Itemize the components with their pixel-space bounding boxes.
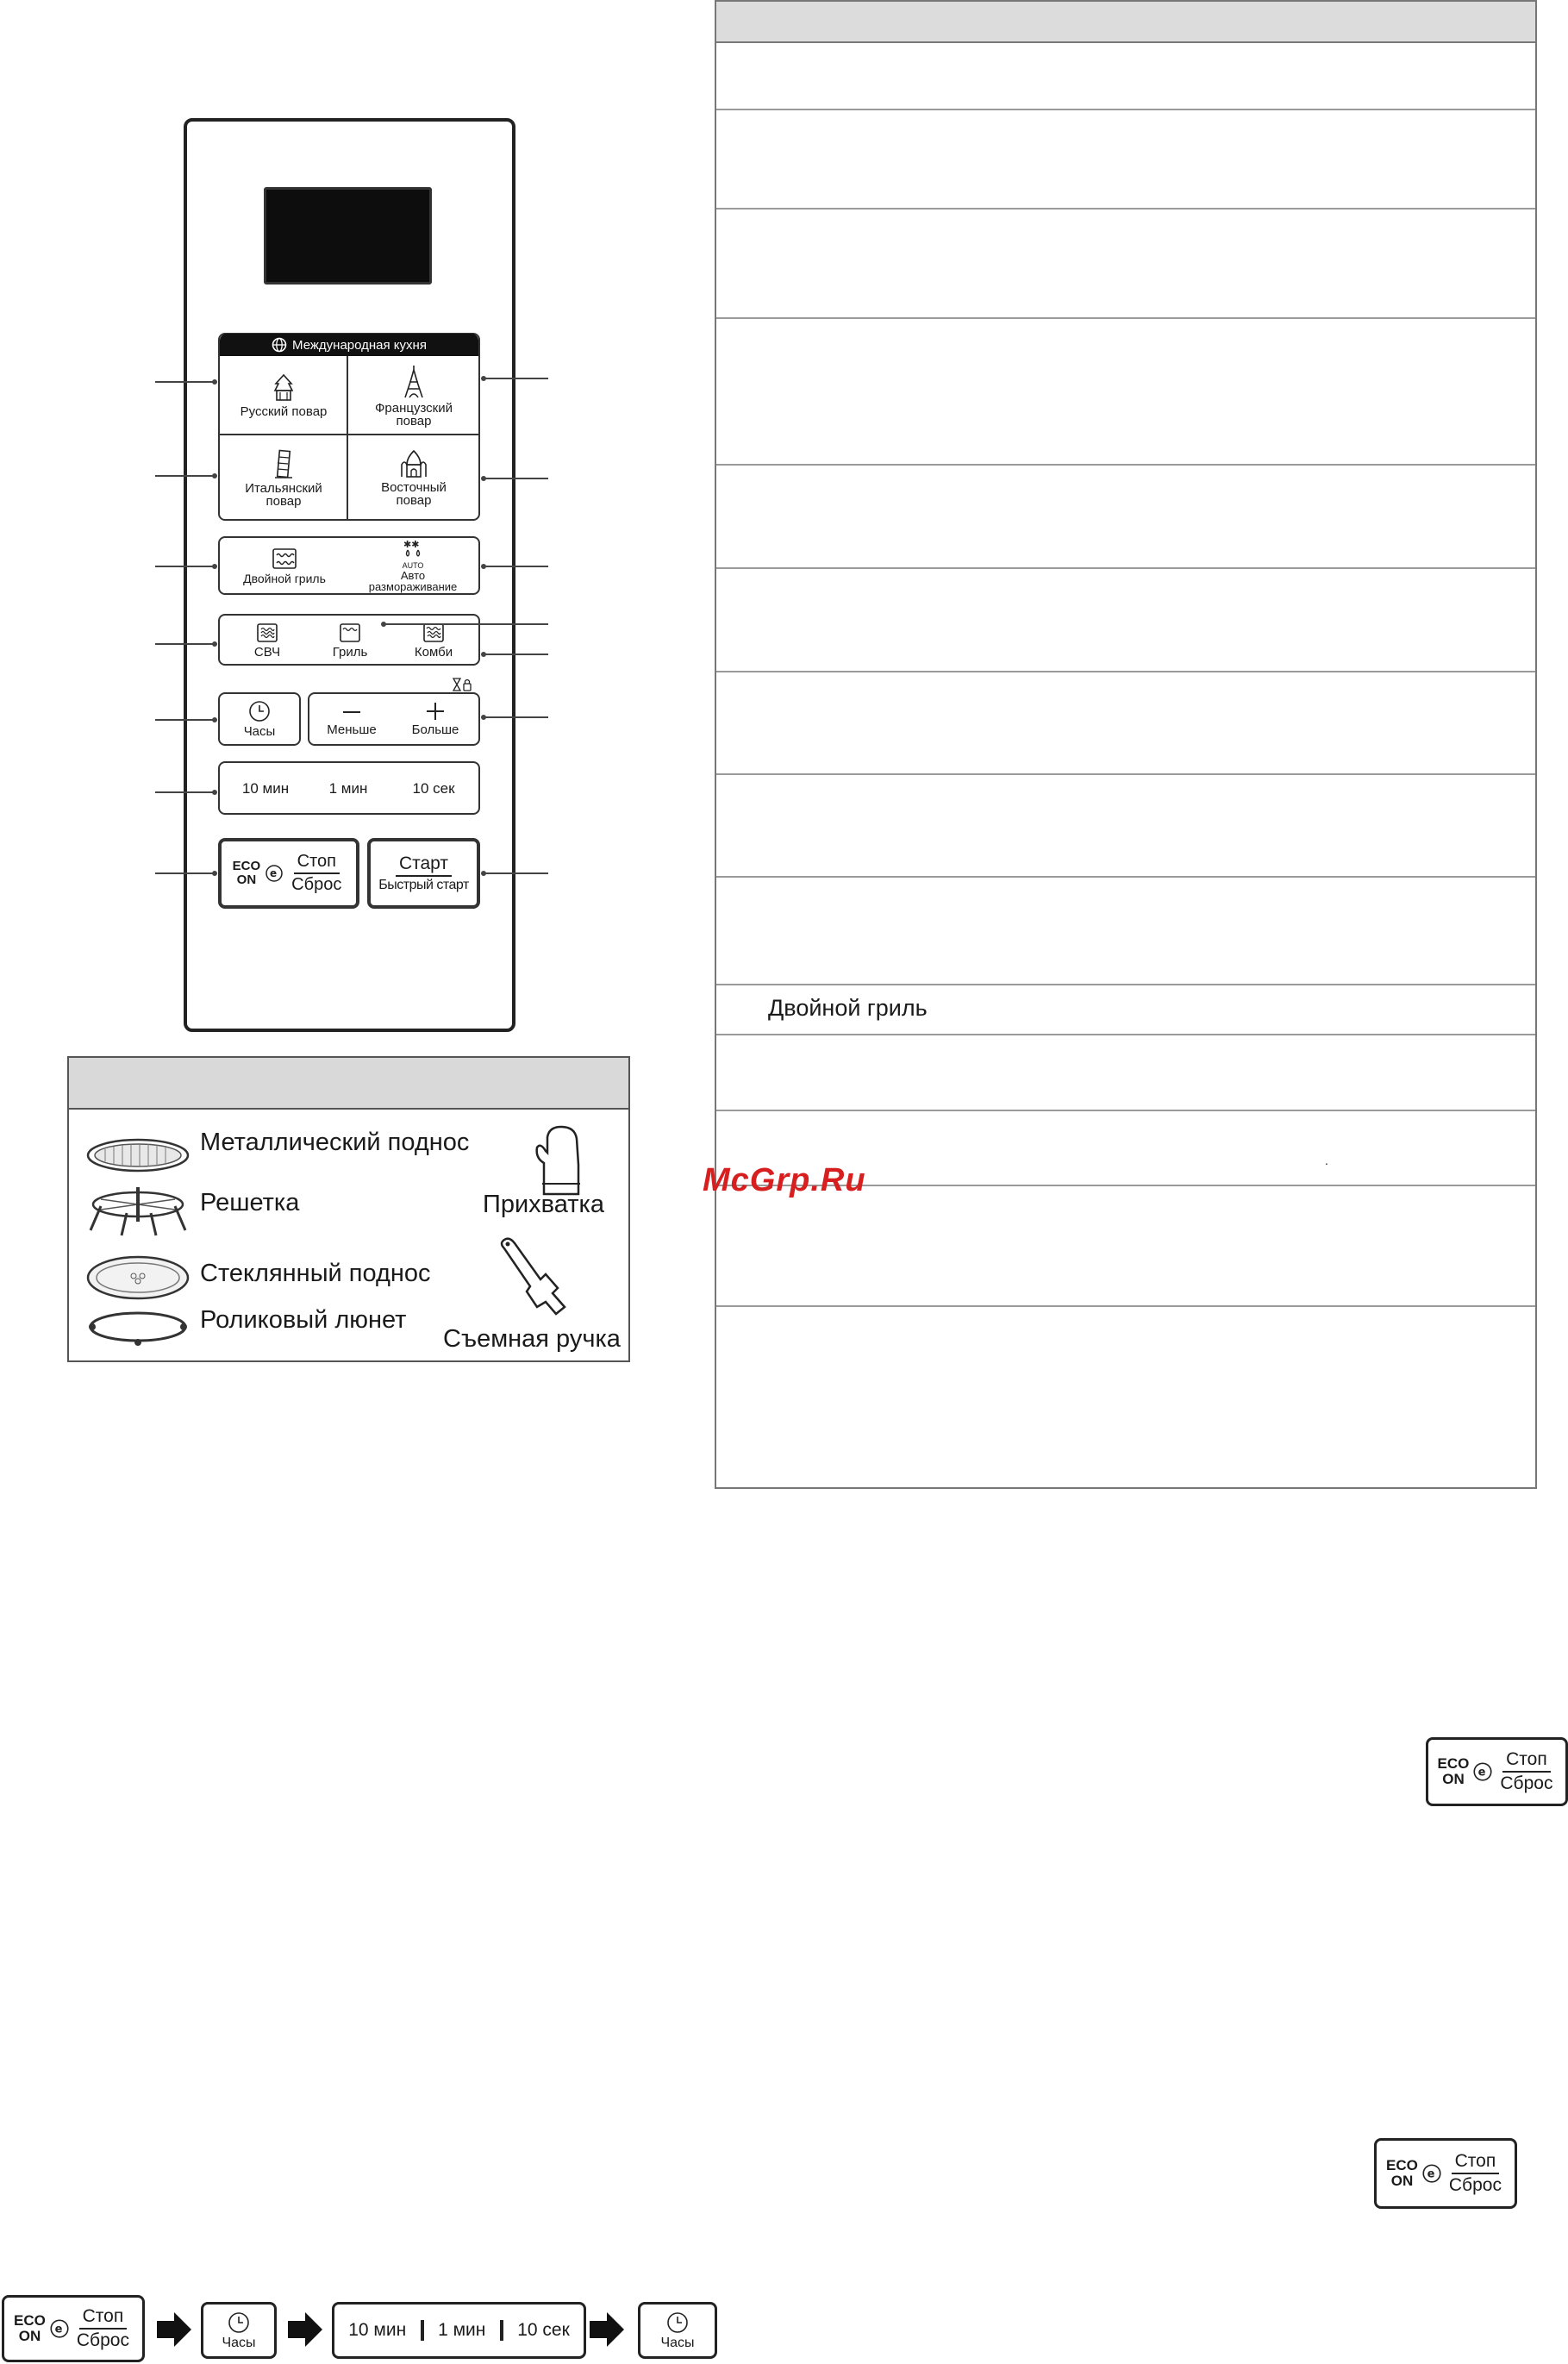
callout-line (155, 791, 216, 793)
display-screen (264, 187, 432, 285)
combi-icon (422, 622, 445, 643)
accessories-header (69, 1058, 628, 1110)
roller-ring-icon (84, 1308, 192, 1351)
combi-label: Комби (414, 645, 453, 660)
step-arrow-icon (588, 2311, 626, 2348)
french-chef-label: Французский повар (375, 400, 453, 428)
svg-text:e: e (1477, 1766, 1486, 1779)
ten-min-label: 10 мин (348, 2320, 407, 2340)
step-eco-stop-reset[interactable] (2, 2295, 145, 2362)
clock-button[interactable] (218, 692, 301, 746)
globe-icon (272, 337, 287, 353)
separator (421, 2320, 424, 2341)
auto-tag: AUTO (402, 560, 424, 570)
callout-line (483, 872, 548, 874)
callout-line (155, 719, 216, 721)
stop-label: Стоп (1452, 2151, 1500, 2174)
grill-icon (339, 622, 361, 643)
callout-line (483, 478, 548, 479)
quick-start-label: Быстрый старт (378, 878, 469, 892)
eiffel-tower-icon (401, 365, 427, 399)
stop-reset-text (73, 2306, 133, 2351)
oven-mitt-icon (528, 1122, 594, 1199)
hourglass-lock-icon (452, 678, 472, 691)
callout-line (155, 643, 216, 645)
snowflake-drops-icon (401, 540, 425, 559)
eco-leaf-icon (264, 863, 284, 884)
eco-stop-reset-button[interactable] (1426, 1737, 1568, 1806)
cuisine-group-header (220, 334, 478, 356)
callout-line (483, 378, 548, 379)
russian-chef-icon (271, 373, 297, 403)
description-table (715, 0, 1537, 1489)
glass-tray-label: Стеклянный поднос (200, 1260, 431, 1287)
grill-button[interactable] (309, 617, 391, 664)
ten-min-button[interactable] (226, 764, 305, 812)
eco-stop-reset-button[interactable] (1374, 2138, 1517, 2209)
callout-line (155, 566, 216, 567)
metal-tray-icon (84, 1134, 192, 1177)
more-label: Больше (411, 722, 459, 737)
clock-icon (666, 2311, 689, 2334)
eco-label: ECO (1437, 1755, 1470, 1772)
clock-icon (228, 2311, 250, 2334)
one-min-label: 1 мин (438, 2320, 486, 2340)
step-clock-button[interactable] (638, 2302, 717, 2359)
ten-sec-label: 10 сек (517, 2320, 570, 2340)
callout-line (155, 381, 216, 383)
separator (500, 2320, 503, 2341)
clock-label: Часы (222, 2336, 256, 2350)
step-clock-button[interactable] (201, 2302, 277, 2359)
on-label: ON (1442, 1771, 1465, 1787)
one-min-label: 1 мин (328, 779, 368, 797)
ten-min-label: 10 мин (241, 779, 290, 797)
metal-tray-label: Металлический поднос (200, 1129, 470, 1156)
stop-reset-text (288, 852, 345, 895)
italian-chef-label: Итальянский повар (245, 481, 322, 509)
auto-defrost-label-2: размораживание (368, 579, 458, 593)
reset-label: Сброс (1500, 1773, 1553, 1793)
stop-reset-text (1446, 2151, 1505, 2196)
oriental-chef-label: Восточный повар (381, 480, 447, 508)
stop-label: Стоп (294, 852, 340, 874)
microwave-button[interactable] (226, 617, 309, 664)
rack-label: Решетка (200, 1189, 300, 1216)
removable-handle-icon (496, 1235, 573, 1321)
eco-on-tag (14, 2313, 46, 2344)
eco-stop-reset-button[interactable] (218, 838, 359, 909)
oriental-dome-icon (398, 449, 429, 478)
eco-label: ECO (1386, 2157, 1418, 2173)
russian-chef-button[interactable] (221, 359, 347, 433)
roller-ring-label: Роликовый люнет (200, 1306, 407, 1334)
clock-label: Часы (243, 724, 276, 739)
glass-tray-icon (84, 1252, 192, 1304)
callout-line (383, 623, 548, 625)
stop-reset-text (1496, 1749, 1556, 1794)
double-grill-button[interactable] (222, 540, 347, 593)
accessories-box (67, 1056, 630, 1362)
double-grill-icon (272, 547, 297, 570)
step-time-buttons[interactable] (332, 2302, 586, 2359)
rack-icon (84, 1179, 192, 1239)
auto-defrost-label-1: Авто (400, 568, 426, 582)
on-label: ON (18, 2328, 41, 2344)
svg-text:e: e (270, 867, 278, 879)
callout-line (483, 654, 548, 655)
eco-leaf-icon (1471, 1760, 1494, 1783)
auto-defrost-button[interactable] (348, 538, 478, 593)
stop-label: Стоп (79, 2306, 128, 2330)
svg-text:e: e (1427, 2167, 1435, 2181)
cuisine-group-title: Международная кухня (292, 337, 427, 353)
callout-line (483, 566, 548, 567)
grill-label: Гриль (332, 645, 368, 660)
stop-label: Стоп (1502, 1749, 1551, 1773)
eco-on-tag (233, 860, 261, 887)
on-label: ON (1390, 2173, 1414, 2189)
reset-label: Сброс (1448, 2175, 1502, 2195)
ten-sec-button[interactable] (391, 764, 476, 812)
svg-text:✱✱: ✱✱ (403, 539, 420, 550)
double-grill-label: Двойной гриль (243, 572, 326, 585)
pisa-tower-icon (272, 448, 295, 479)
watermark: McGrp.Ru (703, 1162, 866, 1198)
eco-leaf-icon (1421, 2162, 1443, 2185)
eco-label: ECO (14, 2312, 46, 2329)
svg-text:e: e (54, 2323, 63, 2336)
one-min-button[interactable] (309, 764, 388, 812)
eco-on-tag (1386, 2158, 1418, 2189)
clock-icon (248, 700, 271, 722)
microwave-label: СВЧ (253, 645, 281, 660)
reset-label: Сброс (291, 875, 342, 894)
microwave-waves-icon (256, 622, 278, 643)
stray-dot: . (1325, 1154, 1328, 1167)
oriental-chef-button[interactable] (348, 436, 479, 520)
russian-chef-label: Русский повар (240, 404, 328, 419)
callout-line (483, 716, 548, 718)
start-quick-start-button[interactable] (367, 838, 480, 909)
table-header (716, 2, 1535, 43)
double-grill-row-label: Двойной гриль (768, 995, 928, 1021)
callout-line (155, 872, 216, 874)
minus-icon (343, 711, 360, 713)
italian-chef-button[interactable] (221, 436, 347, 520)
step-arrow-icon (155, 2311, 193, 2348)
plus-icon (426, 702, 445, 721)
more-button[interactable] (393, 695, 478, 743)
less-button[interactable] (310, 695, 393, 743)
reset-label: Сброс (76, 2330, 129, 2350)
start-text (375, 854, 472, 893)
removable-handle-label: Съемная ручка (443, 1325, 621, 1353)
eco-on-tag (1438, 1756, 1470, 1787)
less-label: Меньше (327, 722, 377, 737)
oven-mitt-label: Прихватка (483, 1191, 604, 1218)
french-chef-button[interactable] (348, 359, 479, 433)
eco-leaf-icon (48, 2317, 71, 2340)
callout-line (155, 475, 216, 477)
start-label: Старт (396, 854, 452, 877)
eco-label: ECO (232, 859, 261, 873)
on-label: ON (236, 872, 257, 887)
ten-sec-label: 10 сек (412, 779, 455, 797)
clock-label: Часы (660, 2336, 695, 2350)
step-arrow-icon (286, 2311, 324, 2348)
